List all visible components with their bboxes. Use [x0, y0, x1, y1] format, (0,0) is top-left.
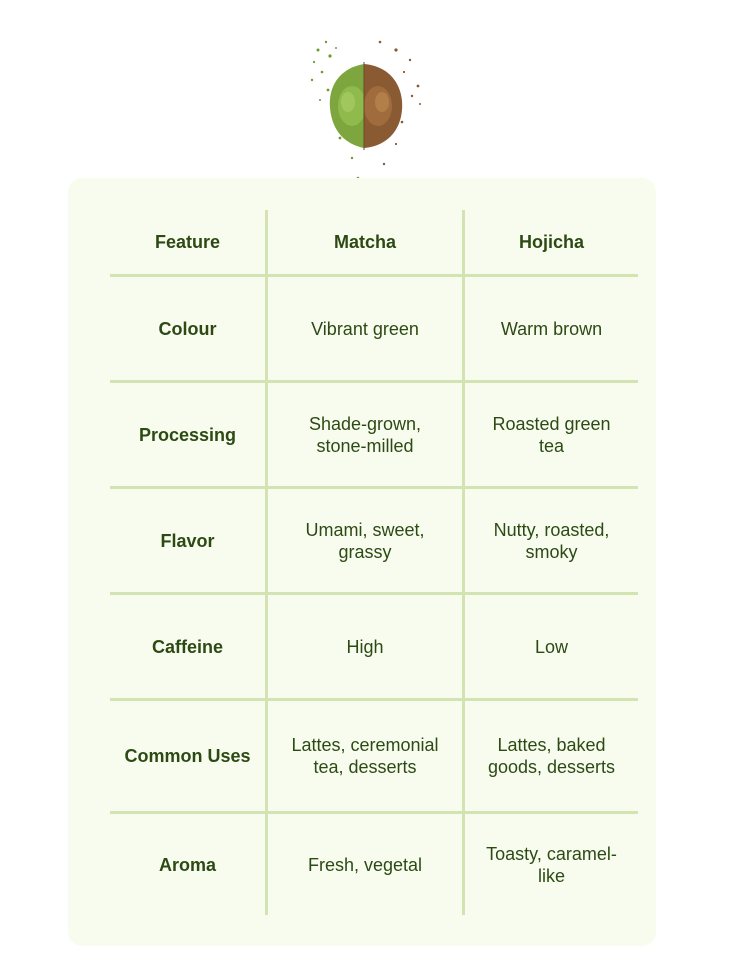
hojicha-common-uses: Lattes, baked goods, desserts — [487, 735, 616, 777]
matcha-colour: Vibrant green — [311, 318, 419, 339]
matcha-common-uses: Lattes, ceremonial tea, desserts — [291, 735, 439, 777]
matcha-aroma: Fresh, vegetal — [307, 854, 423, 875]
hojicha-colour: Warm brown — [500, 318, 603, 339]
header-hojicha: Hojicha — [518, 232, 584, 252]
matcha-flavor: Umami, sweet, grassy — [305, 519, 425, 562]
row-label-flavor: Flavor — [160, 530, 215, 551]
matcha-caffeine: High — [346, 636, 384, 657]
row-label-aroma: Aroma — [158, 854, 216, 875]
hojicha-processing: Roasted green tea — [492, 413, 611, 456]
hojicha-caffeine: Low — [534, 636, 569, 657]
header-feature: Feature — [154, 232, 221, 252]
row-label-colour: Colour — [158, 318, 217, 339]
matcha-hojicha-powder-icon — [300, 32, 430, 192]
comparison-table — [110, 210, 638, 915]
header-matcha: Matcha — [333, 232, 396, 252]
row-label-common-uses: Common Uses — [124, 746, 251, 766]
row-label-processing: Processing — [138, 424, 237, 445]
row-label-caffeine: Caffeine — [151, 636, 223, 657]
hojicha-flavor: Nutty, roasted, smoky — [493, 519, 610, 562]
matcha-processing: Shade-grown, stone-milled — [308, 413, 422, 456]
hojicha-aroma: Toasty, caramel-like — [486, 843, 617, 886]
